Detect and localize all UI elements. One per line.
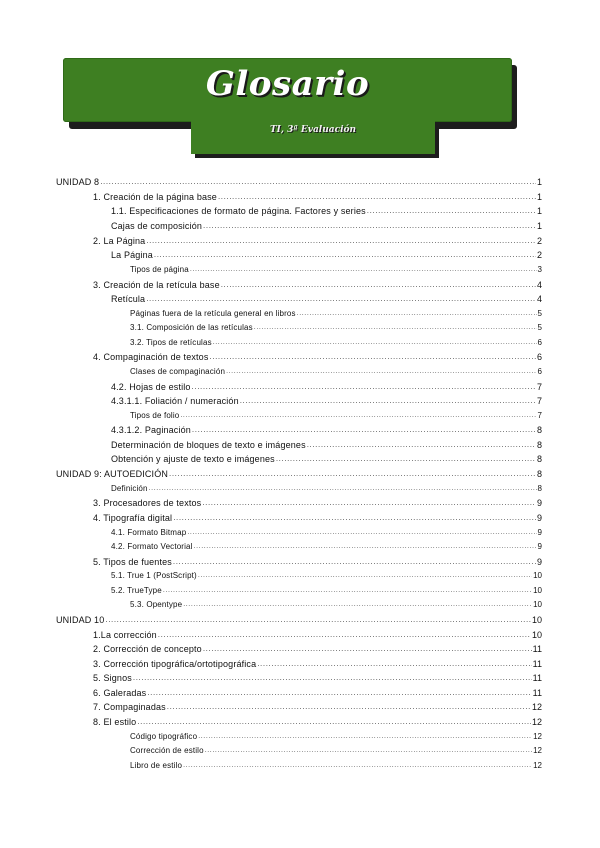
toc-entry[interactable]: [130, 321, 542, 335]
toc-entry-title: 7. Compaginadas: [93, 702, 166, 712]
toc-leader-dots: [133, 671, 532, 685]
toc-entry-title: Cajas de composición: [111, 221, 203, 231]
toc-entry-page: 10: [533, 586, 542, 595]
toc-leader-dots: [226, 365, 536, 379]
toc-leader-dots: [167, 700, 531, 714]
toc-entry-page: 11: [532, 659, 542, 669]
toc-entry-page: 7: [536, 396, 542, 406]
toc-leader-dots: [367, 204, 536, 218]
toc-entry[interactable]: [93, 190, 542, 204]
toc-entry-page: 11: [532, 688, 542, 698]
toc-entry[interactable]: [111, 204, 542, 218]
toc-entry-page: 1: [536, 206, 542, 216]
toc-entry[interactable]: [93, 496, 542, 510]
toc-entry-page: 8: [536, 440, 542, 450]
toc-entry-title: Código tipográfico: [130, 732, 198, 741]
toc-entry[interactable]: [93, 511, 542, 525]
toc-entry[interactable]: [93, 350, 542, 364]
toc-entry[interactable]: [93, 657, 542, 671]
toc-entry-page: 5: [537, 309, 542, 318]
toc-entry-page: 8: [536, 425, 542, 435]
toc-entry[interactable]: [93, 700, 542, 714]
toc-entry-page: 4: [536, 294, 542, 304]
toc-leader-dots: [198, 730, 532, 744]
toc-entry[interactable]: [56, 467, 542, 481]
toc-entry-title: Tipos de folio: [130, 411, 180, 420]
document-subtitle: TI, 3ª Evaluación: [269, 125, 357, 135]
toc-entry-page: 9: [536, 498, 542, 508]
toc-leader-dots: [105, 613, 531, 627]
document-title: Glosario: [205, 64, 370, 104]
toc-entry[interactable]: [111, 452, 542, 466]
toc-entry[interactable]: [111, 540, 542, 554]
toc-leader-dots: [205, 744, 532, 758]
toc-leader-dots: [169, 467, 536, 481]
toc-entry-page: 11: [532, 644, 542, 654]
toc-entry[interactable]: [130, 744, 542, 758]
toc-leader-dots: [149, 482, 537, 496]
toc-entry-page: 12: [531, 702, 542, 712]
toc-leader-dots: [180, 409, 536, 423]
toc-entry-page: 5: [537, 323, 542, 332]
toc-leader-dots: [146, 292, 536, 306]
toc-leader-dots: [187, 526, 536, 540]
toc-entry[interactable]: [111, 569, 542, 583]
toc-entry-title: 1. Creación de la página base: [93, 192, 217, 202]
toc-entry[interactable]: [111, 292, 542, 306]
toc-leader-dots: [183, 598, 532, 612]
toc-entry[interactable]: [111, 584, 542, 598]
toc-leader-dots: [163, 584, 532, 598]
toc-entry-title: 4.2. Formato Vectorial: [111, 542, 193, 551]
toc-entry[interactable]: [93, 686, 542, 700]
toc-leader-dots: [192, 380, 536, 394]
toc-entry[interactable]: [93, 628, 542, 642]
toc-entry-page: 11: [532, 673, 542, 683]
toc-entry-title: 3. Creación de la retícula base: [93, 280, 220, 290]
toc-leader-dots: [213, 336, 537, 350]
toc-entry[interactable]: [93, 278, 542, 292]
toc-entry-title: 8. El estilo: [93, 717, 137, 727]
toc-entry-page: 6: [536, 352, 542, 362]
toc-entry-page: 3: [537, 265, 542, 274]
toc-entry-page: 10: [533, 600, 542, 609]
toc-entry-title: 5. Signos: [93, 673, 132, 683]
toc-entry[interactable]: [130, 409, 542, 423]
toc-leader-dots: [147, 686, 531, 700]
toc-entry-page: 10: [531, 630, 542, 640]
toc-entry-page: 9: [536, 557, 542, 567]
toc-entry-title: Definición: [111, 484, 148, 493]
toc-entry-page: 9: [536, 513, 542, 523]
toc-entry-page: 8: [536, 454, 542, 464]
toc-entry[interactable]: [111, 482, 542, 496]
toc-leader-dots: [100, 175, 536, 189]
toc-entry-page: 8: [537, 484, 542, 493]
toc-entry-page: 7: [537, 411, 542, 420]
toc-entry[interactable]: [111, 438, 542, 452]
toc-leader-dots: [173, 555, 536, 569]
toc-leader-dots: [154, 248, 536, 262]
toc-entry-title: 4.2. Hojas de estilo: [111, 382, 191, 392]
toc-leader-dots: [254, 321, 537, 335]
toc-entry-title: 5.2. TrueType: [111, 586, 162, 595]
toc-entry-title: 4. Compaginación de textos: [93, 352, 209, 362]
toc-leader-dots: [276, 452, 536, 466]
toc-entry[interactable]: [93, 671, 542, 685]
toc-entry[interactable]: [130, 730, 542, 744]
toc-entry[interactable]: [130, 336, 542, 350]
toc-entry-title: 6. Galeradas: [93, 688, 147, 698]
toc-leader-dots: [297, 307, 537, 321]
toc-entry[interactable]: [111, 380, 542, 394]
toc-entry[interactable]: [130, 598, 542, 612]
toc-entry-page: 8: [536, 469, 542, 479]
toc-leader-dots: [190, 263, 537, 277]
toc-entry-title: 5. Tipos de fuentes: [93, 557, 172, 567]
toc-entry-title: 1.1. Especificaciones de formato de página. Factores y series: [111, 206, 366, 216]
toc-entry-page: 2: [536, 250, 542, 260]
toc-entry-title: 1.La corrección: [93, 630, 157, 640]
toc-entry[interactable]: [130, 263, 542, 277]
toc-entry-title: 3.2. Tipos de retículas: [130, 338, 212, 347]
toc-entry-page: 1: [536, 192, 542, 202]
toc-leader-dots: [192, 423, 536, 437]
toc-entry-page: 12: [533, 761, 542, 770]
toc-entry-page: 12: [533, 746, 542, 755]
toc-leader-dots: [218, 190, 536, 204]
toc-entry-page: 9: [537, 542, 542, 551]
toc-entry-page: 1: [536, 177, 542, 187]
toc-entry-title: Obtención y ajuste de texto e imágenes: [111, 454, 275, 464]
toc-entry-page: 12: [533, 732, 542, 741]
toc-entry-page: 9: [537, 528, 542, 537]
toc-leader-dots: [194, 540, 537, 554]
toc-leader-dots: [137, 715, 531, 729]
toc-entry-page: 7: [536, 382, 542, 392]
toc-entry[interactable]: [111, 423, 542, 437]
toc-entry-page: 6: [537, 367, 542, 376]
toc-entry[interactable]: [56, 175, 542, 189]
toc-leader-dots: [202, 496, 536, 510]
toc-entry-page: 4: [536, 280, 542, 290]
toc-entry[interactable]: [111, 394, 542, 408]
toc-entry-title: Libro de estilo: [130, 761, 183, 770]
toc-entry-page: 2: [536, 236, 542, 246]
toc-entry-title: Corrección de estilo: [130, 746, 204, 755]
toc-entry[interactable]: [111, 526, 542, 540]
toc-entry[interactable]: [130, 365, 542, 379]
toc-entry-title: 2. La Página: [93, 236, 146, 246]
toc-entry[interactable]: [56, 613, 542, 627]
toc-leader-dots: [158, 628, 531, 642]
toc-leader-dots: [146, 234, 536, 248]
toc-leader-dots: [173, 511, 536, 525]
toc-entry[interactable]: [93, 642, 542, 656]
toc-entry[interactable]: [93, 715, 542, 729]
toc-leader-dots: [183, 759, 532, 773]
toc-entry-page: 12: [531, 717, 542, 727]
toc-entry-title: UNIDAD 8: [56, 177, 100, 187]
toc-entry-title: Retícula: [111, 294, 146, 304]
toc-leader-dots: [203, 219, 536, 233]
toc-entry[interactable]: [93, 555, 542, 569]
toc-leader-dots: [203, 642, 532, 656]
toc-leader-dots: [307, 438, 536, 452]
toc-leader-dots: [221, 278, 536, 292]
toc-entry-title: 4.1. Formato Bitmap: [111, 528, 187, 537]
toc-entry[interactable]: [93, 234, 542, 248]
toc-entry-title: 3. Corrección tipográfica/ortotipográfica: [93, 659, 257, 669]
toc-entry[interactable]: [111, 248, 542, 262]
toc-entry-title: Tipos de página: [130, 265, 189, 274]
toc-leader-dots: [209, 350, 536, 364]
toc-entry-page: 6: [537, 338, 542, 347]
toc-entry-title: 4.3.1.2. Paginación: [111, 425, 191, 435]
toc-entry-title: 4.3.1.1. Foliación / numeración: [111, 396, 239, 406]
toc-entry-title: 3. Procesadores de textos: [93, 498, 202, 508]
toc-entry-title: La Página: [111, 250, 153, 260]
toc-entry-page: 1: [536, 221, 542, 231]
toc-entry-title: 5.1. True 1 (PostScript): [111, 571, 197, 580]
toc-entry-title: 5.3. Opentype: [130, 600, 183, 609]
toc-entry-page: 10: [531, 615, 542, 625]
toc-entry[interactable]: [111, 219, 542, 233]
toc-entry[interactable]: [130, 759, 542, 773]
toc-entry-title: 4. Tipografía digital: [93, 513, 173, 523]
toc-leader-dots: [198, 569, 532, 583]
toc-entry[interactable]: [130, 307, 542, 321]
toc-entry-title: Clases de compaginación: [130, 367, 226, 376]
toc-leader-dots: [257, 657, 531, 671]
toc-entry-title: UNIDAD 9: AUTOEDICIÓN: [56, 469, 169, 479]
toc-entry-title: 3.1. Composición de las retículas: [130, 323, 253, 332]
toc-entry-title: Páginas fuera de la retícula general en libros: [130, 309, 296, 318]
toc-entry-title: 2. Corrección de concepto: [93, 644, 202, 654]
toc-entry-page: 10: [533, 571, 542, 580]
toc-leader-dots: [240, 394, 536, 408]
toc-entry-title: Determinación de bloques de texto e imágenes: [111, 440, 306, 450]
toc-entry-title: UNIDAD 10: [56, 615, 105, 625]
